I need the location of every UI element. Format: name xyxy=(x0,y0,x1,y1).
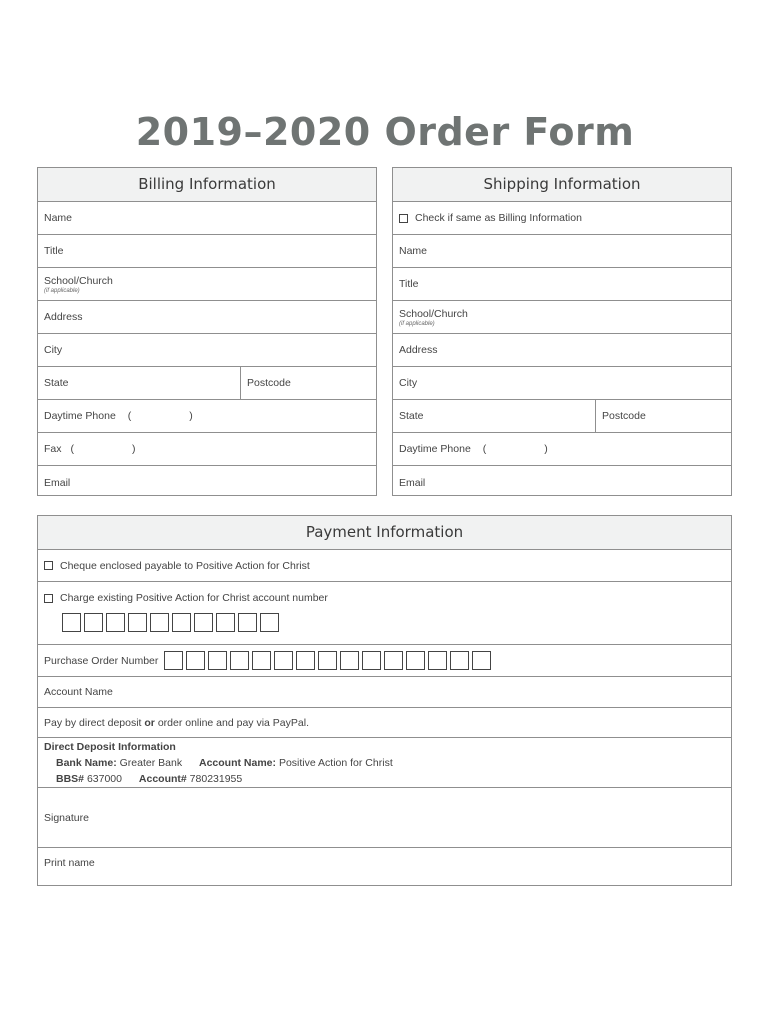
account-digit-box[interactable] xyxy=(62,613,81,632)
pay-prefix: Pay by direct deposit xyxy=(44,716,142,729)
billing-state-postcode-row xyxy=(38,367,376,400)
po-digit-box[interactable] xyxy=(274,651,293,670)
account-number-boxes[interactable] xyxy=(62,613,282,632)
shipping-city-label: City xyxy=(399,377,418,389)
billing-phone-field[interactable] xyxy=(38,400,376,433)
billing-state-label: State xyxy=(44,377,69,389)
shipping-state-field[interactable] xyxy=(393,400,596,432)
billing-email-field[interactable] xyxy=(38,466,376,499)
account-digit-box[interactable] xyxy=(128,613,147,632)
po-digit-box[interactable] xyxy=(472,651,491,670)
po-digit-box[interactable] xyxy=(450,651,469,670)
bbs-line xyxy=(56,773,242,785)
shipping-postcode-field[interactable] xyxy=(596,400,731,432)
billing-fax-paren-close: ) xyxy=(132,443,136,455)
account-digit-box[interactable] xyxy=(172,613,191,632)
billing-fax-label: Fax xyxy=(44,443,62,455)
po-digit-box[interactable] xyxy=(164,651,183,670)
payment-section xyxy=(37,515,732,886)
billing-fax-field[interactable] xyxy=(38,433,376,466)
account-digit-box[interactable] xyxy=(260,613,279,632)
billing-phone-paren-open: ( xyxy=(127,410,132,422)
purchase-order-field xyxy=(38,645,731,677)
billing-phone-paren-close: ) xyxy=(189,410,193,422)
billing-email-label: Email xyxy=(44,476,71,489)
shipping-name-label: Name xyxy=(399,245,428,257)
billing-phone-label: Daytime Phone xyxy=(44,410,116,422)
cheque-option[interactable] xyxy=(38,550,731,582)
same-as-billing-checkbox[interactable] xyxy=(399,214,408,223)
billing-school-label: School/Church xyxy=(44,274,113,287)
pay-method-note xyxy=(38,708,731,738)
shipping-section xyxy=(392,167,732,496)
po-digit-box[interactable] xyxy=(384,651,403,670)
shipping-city-field[interactable] xyxy=(393,367,731,400)
shipping-school-field[interactable] xyxy=(393,301,731,334)
shipping-phone-paren-close: ) xyxy=(544,443,548,455)
charge-account-option xyxy=(38,582,731,645)
payment-header: Payment Information xyxy=(38,516,731,550)
cheque-label: Cheque enclosed payable to Positive Action for Christ xyxy=(60,559,310,572)
shipping-phone-label: Daytime Phone xyxy=(399,443,471,455)
page-title: 2019–2020 Order Form xyxy=(135,110,635,154)
shipping-school-label: School/Church xyxy=(399,307,468,320)
billing-name-label: Name xyxy=(44,212,73,224)
billing-address-label: Address xyxy=(44,311,83,323)
direct-deposit-info xyxy=(38,738,731,788)
billing-city-label: City xyxy=(44,344,63,356)
shipping-postcode-label: Postcode xyxy=(602,410,646,422)
same-as-billing-label: Check if same as Billing Information xyxy=(415,212,582,224)
shipping-phone-paren-open: ( xyxy=(482,443,487,455)
billing-fax-paren-open: ( xyxy=(70,443,75,455)
deposit-account-name-label: Account Name: xyxy=(199,756,277,769)
bank-name-label: Bank Name: xyxy=(56,756,117,769)
account-digit-box[interactable] xyxy=(216,613,235,632)
po-digit-box[interactable] xyxy=(406,651,425,670)
billing-section xyxy=(37,167,377,496)
charge-account-checkbox[interactable] xyxy=(44,594,53,603)
bank-name-value: Greater Bank xyxy=(119,756,183,769)
billing-school-field[interactable] xyxy=(38,268,376,301)
billing-postcode-label: Postcode xyxy=(247,377,291,389)
account-digit-box[interactable] xyxy=(150,613,169,632)
signature-field[interactable] xyxy=(38,788,731,848)
shipping-title-label: Title xyxy=(399,278,419,290)
deposit-account-name-value: Positive Action for Christ xyxy=(278,756,393,769)
shipping-title-field[interactable] xyxy=(393,268,731,301)
po-digit-box[interactable] xyxy=(252,651,271,670)
deposit-title: Direct Deposit Information xyxy=(44,740,176,753)
shipping-header: Shipping Information xyxy=(393,168,731,202)
shipping-email-field[interactable] xyxy=(393,466,731,499)
pay-suffix: order online and pay via PayPal. xyxy=(157,716,309,729)
po-digit-box[interactable] xyxy=(230,651,249,670)
billing-title-field[interactable] xyxy=(38,235,376,268)
account-number-value: 780231955 xyxy=(189,772,243,785)
po-digit-box[interactable] xyxy=(318,651,337,670)
shipping-state-label: State xyxy=(399,410,424,422)
po-digit-box[interactable] xyxy=(208,651,227,670)
billing-name-field[interactable] xyxy=(38,202,376,235)
signature-label: Signature xyxy=(44,811,89,824)
purchase-order-label: Purchase Order Number xyxy=(44,654,159,667)
bank-line xyxy=(56,757,393,769)
billing-city-field[interactable] xyxy=(38,334,376,367)
po-digit-box[interactable] xyxy=(362,651,381,670)
shipping-state-postcode-row xyxy=(393,400,731,433)
print-name-field[interactable] xyxy=(38,848,731,878)
shipping-same-as-billing[interactable] xyxy=(393,202,731,235)
billing-title-label: Title xyxy=(44,245,64,257)
print-name-label: Print name xyxy=(44,857,95,869)
cheque-checkbox[interactable] xyxy=(44,561,53,570)
billing-state-field[interactable] xyxy=(38,367,241,399)
charge-account-label: Charge existing Positive Action for Christ account number xyxy=(60,592,328,604)
shipping-address-field[interactable] xyxy=(393,334,731,367)
billing-postcode-field[interactable] xyxy=(241,367,376,399)
account-digit-box[interactable] xyxy=(238,613,257,632)
bbs-value: 637000 xyxy=(86,772,122,785)
account-digit-box[interactable] xyxy=(106,613,125,632)
po-digit-box[interactable] xyxy=(296,651,315,670)
account-name-label: Account Name xyxy=(44,686,113,698)
po-digit-box[interactable] xyxy=(340,651,359,670)
bbs-label: BBS# xyxy=(56,772,85,785)
shipping-address-label: Address xyxy=(399,344,438,356)
po-digit-box[interactable] xyxy=(428,651,447,670)
pay-or: or xyxy=(144,716,155,729)
account-name-field[interactable] xyxy=(38,677,731,708)
shipping-email-label: Email xyxy=(399,476,426,489)
shipping-name-field[interactable] xyxy=(393,235,731,268)
billing-address-field[interactable] xyxy=(38,301,376,334)
account-number-label: Account# xyxy=(138,772,187,785)
account-digit-box[interactable] xyxy=(84,613,103,632)
billing-header: Billing Information xyxy=(38,168,376,202)
po-digit-box[interactable] xyxy=(186,651,205,670)
shipping-phone-field[interactable] xyxy=(393,433,731,466)
shipping-school-note: (if applicable) xyxy=(399,320,435,327)
account-digit-box[interactable] xyxy=(194,613,213,632)
purchase-order-boxes[interactable] xyxy=(164,651,494,670)
billing-school-note: (if applicable) xyxy=(44,287,80,294)
